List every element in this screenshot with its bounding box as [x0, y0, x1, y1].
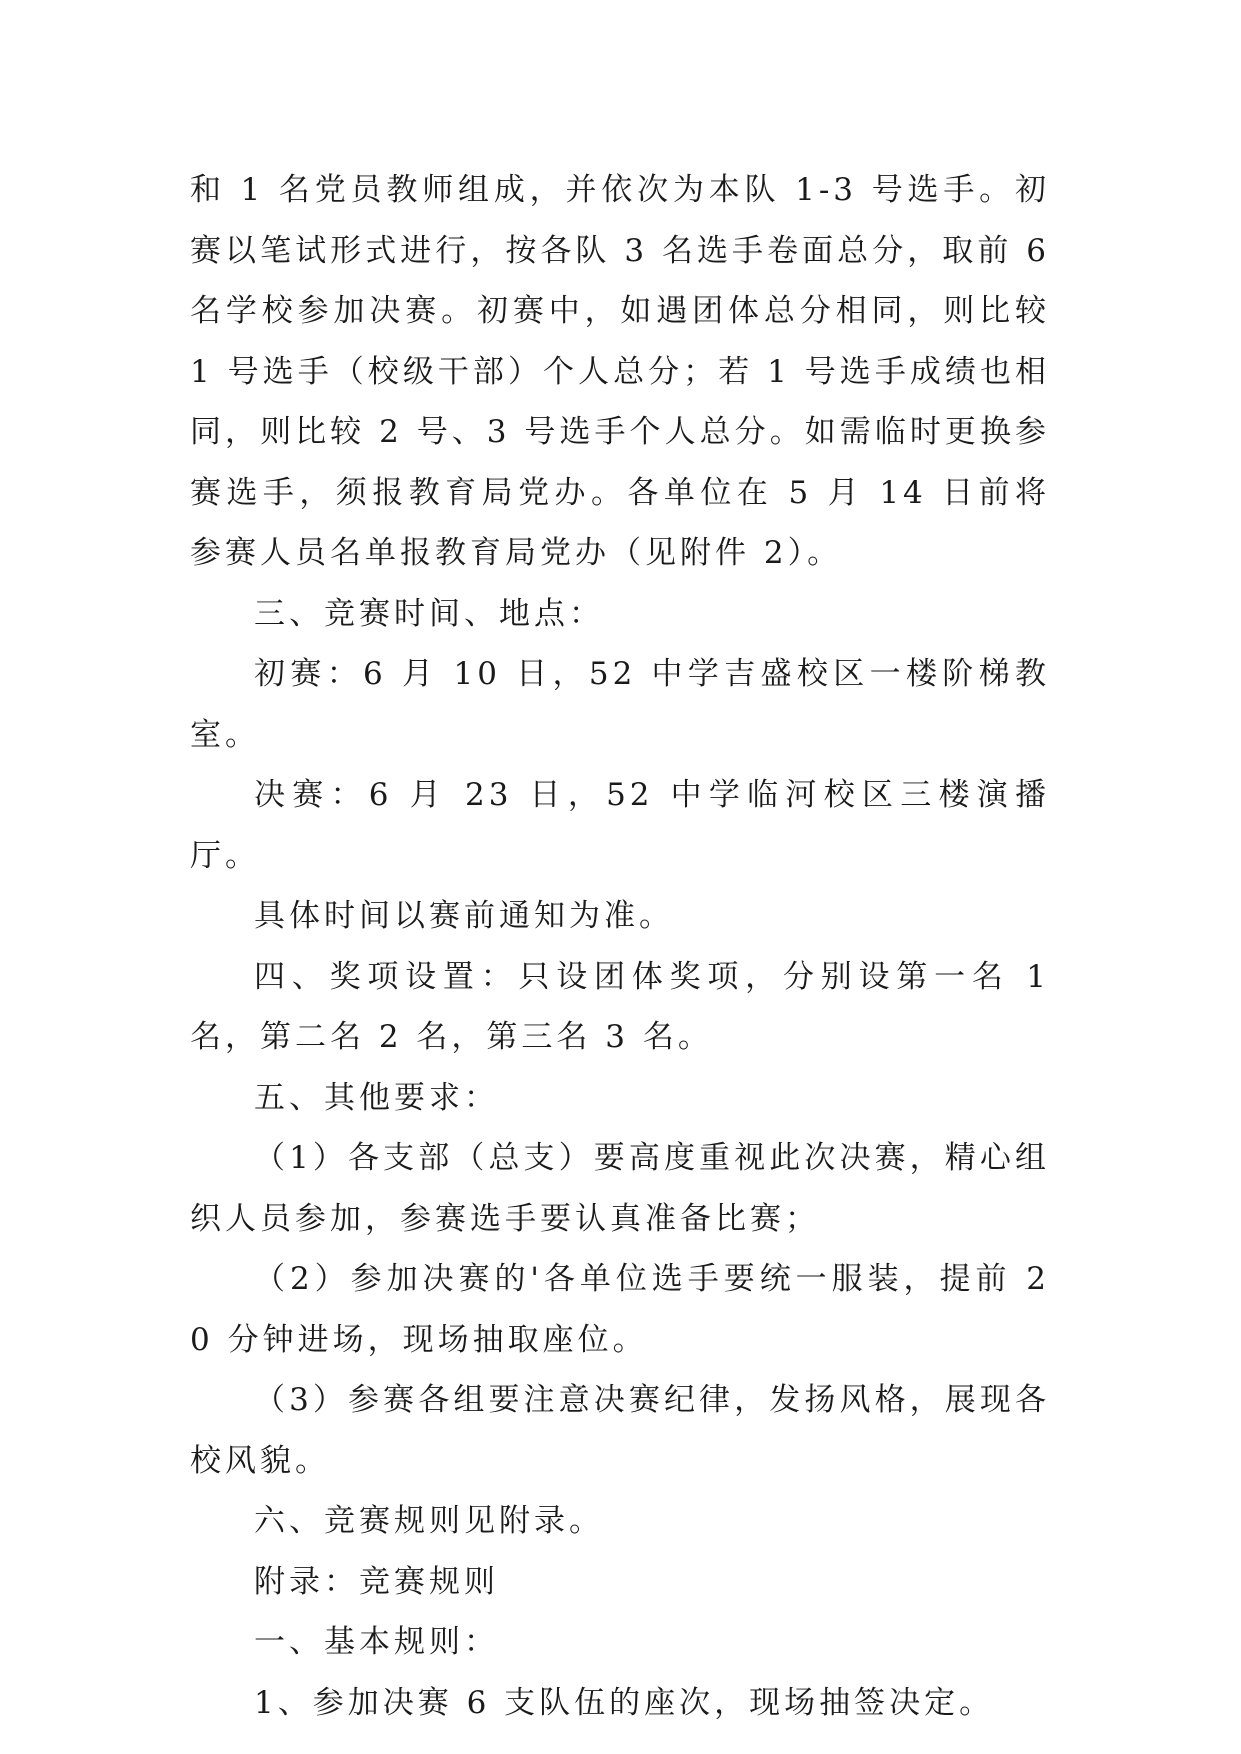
heading-other-requirements: 五、其他要求： — [254, 1079, 499, 1116]
paragraph-rules-reference: 六、竞赛规则见附录。 — [254, 1503, 604, 1539]
heading-time-location: 三、竞赛时间、地点： — [254, 595, 604, 632]
paragraph-preliminary: 初赛：6 月 10 日，52 中学吉盛校区一楼阶梯教室。 — [190, 656, 1050, 753]
paragraph-awards: 四、奖项设置：只设团体奖项，分别设第一名 1 名，第二名 2 名，第三名 3 名。 — [190, 958, 1050, 1055]
paragraph-requirement-2: （2）参加决赛的'各单位选手要统一服装，提前 20 分钟进场，现场抽取座位。 — [190, 1261, 1050, 1358]
paragraph-requirement-1: （1）各支部（总支）要高度重视此次决赛，精心组织人员参加，参赛选手要认真准备比赛； — [190, 1140, 1050, 1237]
paragraph-time-note: 具体时间以赛前通知为准。 — [254, 898, 674, 934]
paragraph-requirement-3: （3）参赛各组要注意决赛纪律，发扬风格，展现各校风貌。 — [190, 1382, 1050, 1479]
document-body — [190, 160, 1050, 1733]
heading-appendix: 附录：竞赛规则 — [254, 1563, 499, 1600]
paragraph-rule-1: 1、参加决赛 6 支队伍的座次，现场抽签决定。 — [254, 1684, 995, 1721]
heading-basic-rules: 一、基本规则： — [254, 1624, 499, 1660]
paragraph-final: 决赛：6 月 23 日，52 中学临河校区三楼演播厅。 — [190, 777, 1050, 874]
paragraph-rules-continuation: 和 1 名党员教师组成，并依次为本队 1-3 号选手。初赛以笔试形式进行，按各队 3 名选手卷面总分，取前 6 名学校参加决赛。初赛中，如遇团体总分相同，则比较 1 号选手（校级干部）个人总分；若 1 号选手成绩也相同，则比较 2 号、3 号选手个人总分。如需临时更换参赛选手，须报教育局党办。各单位在 5 月 14 日前将参赛人员名单报教育局党办（见附件 2）。 — [190, 172, 1050, 571]
